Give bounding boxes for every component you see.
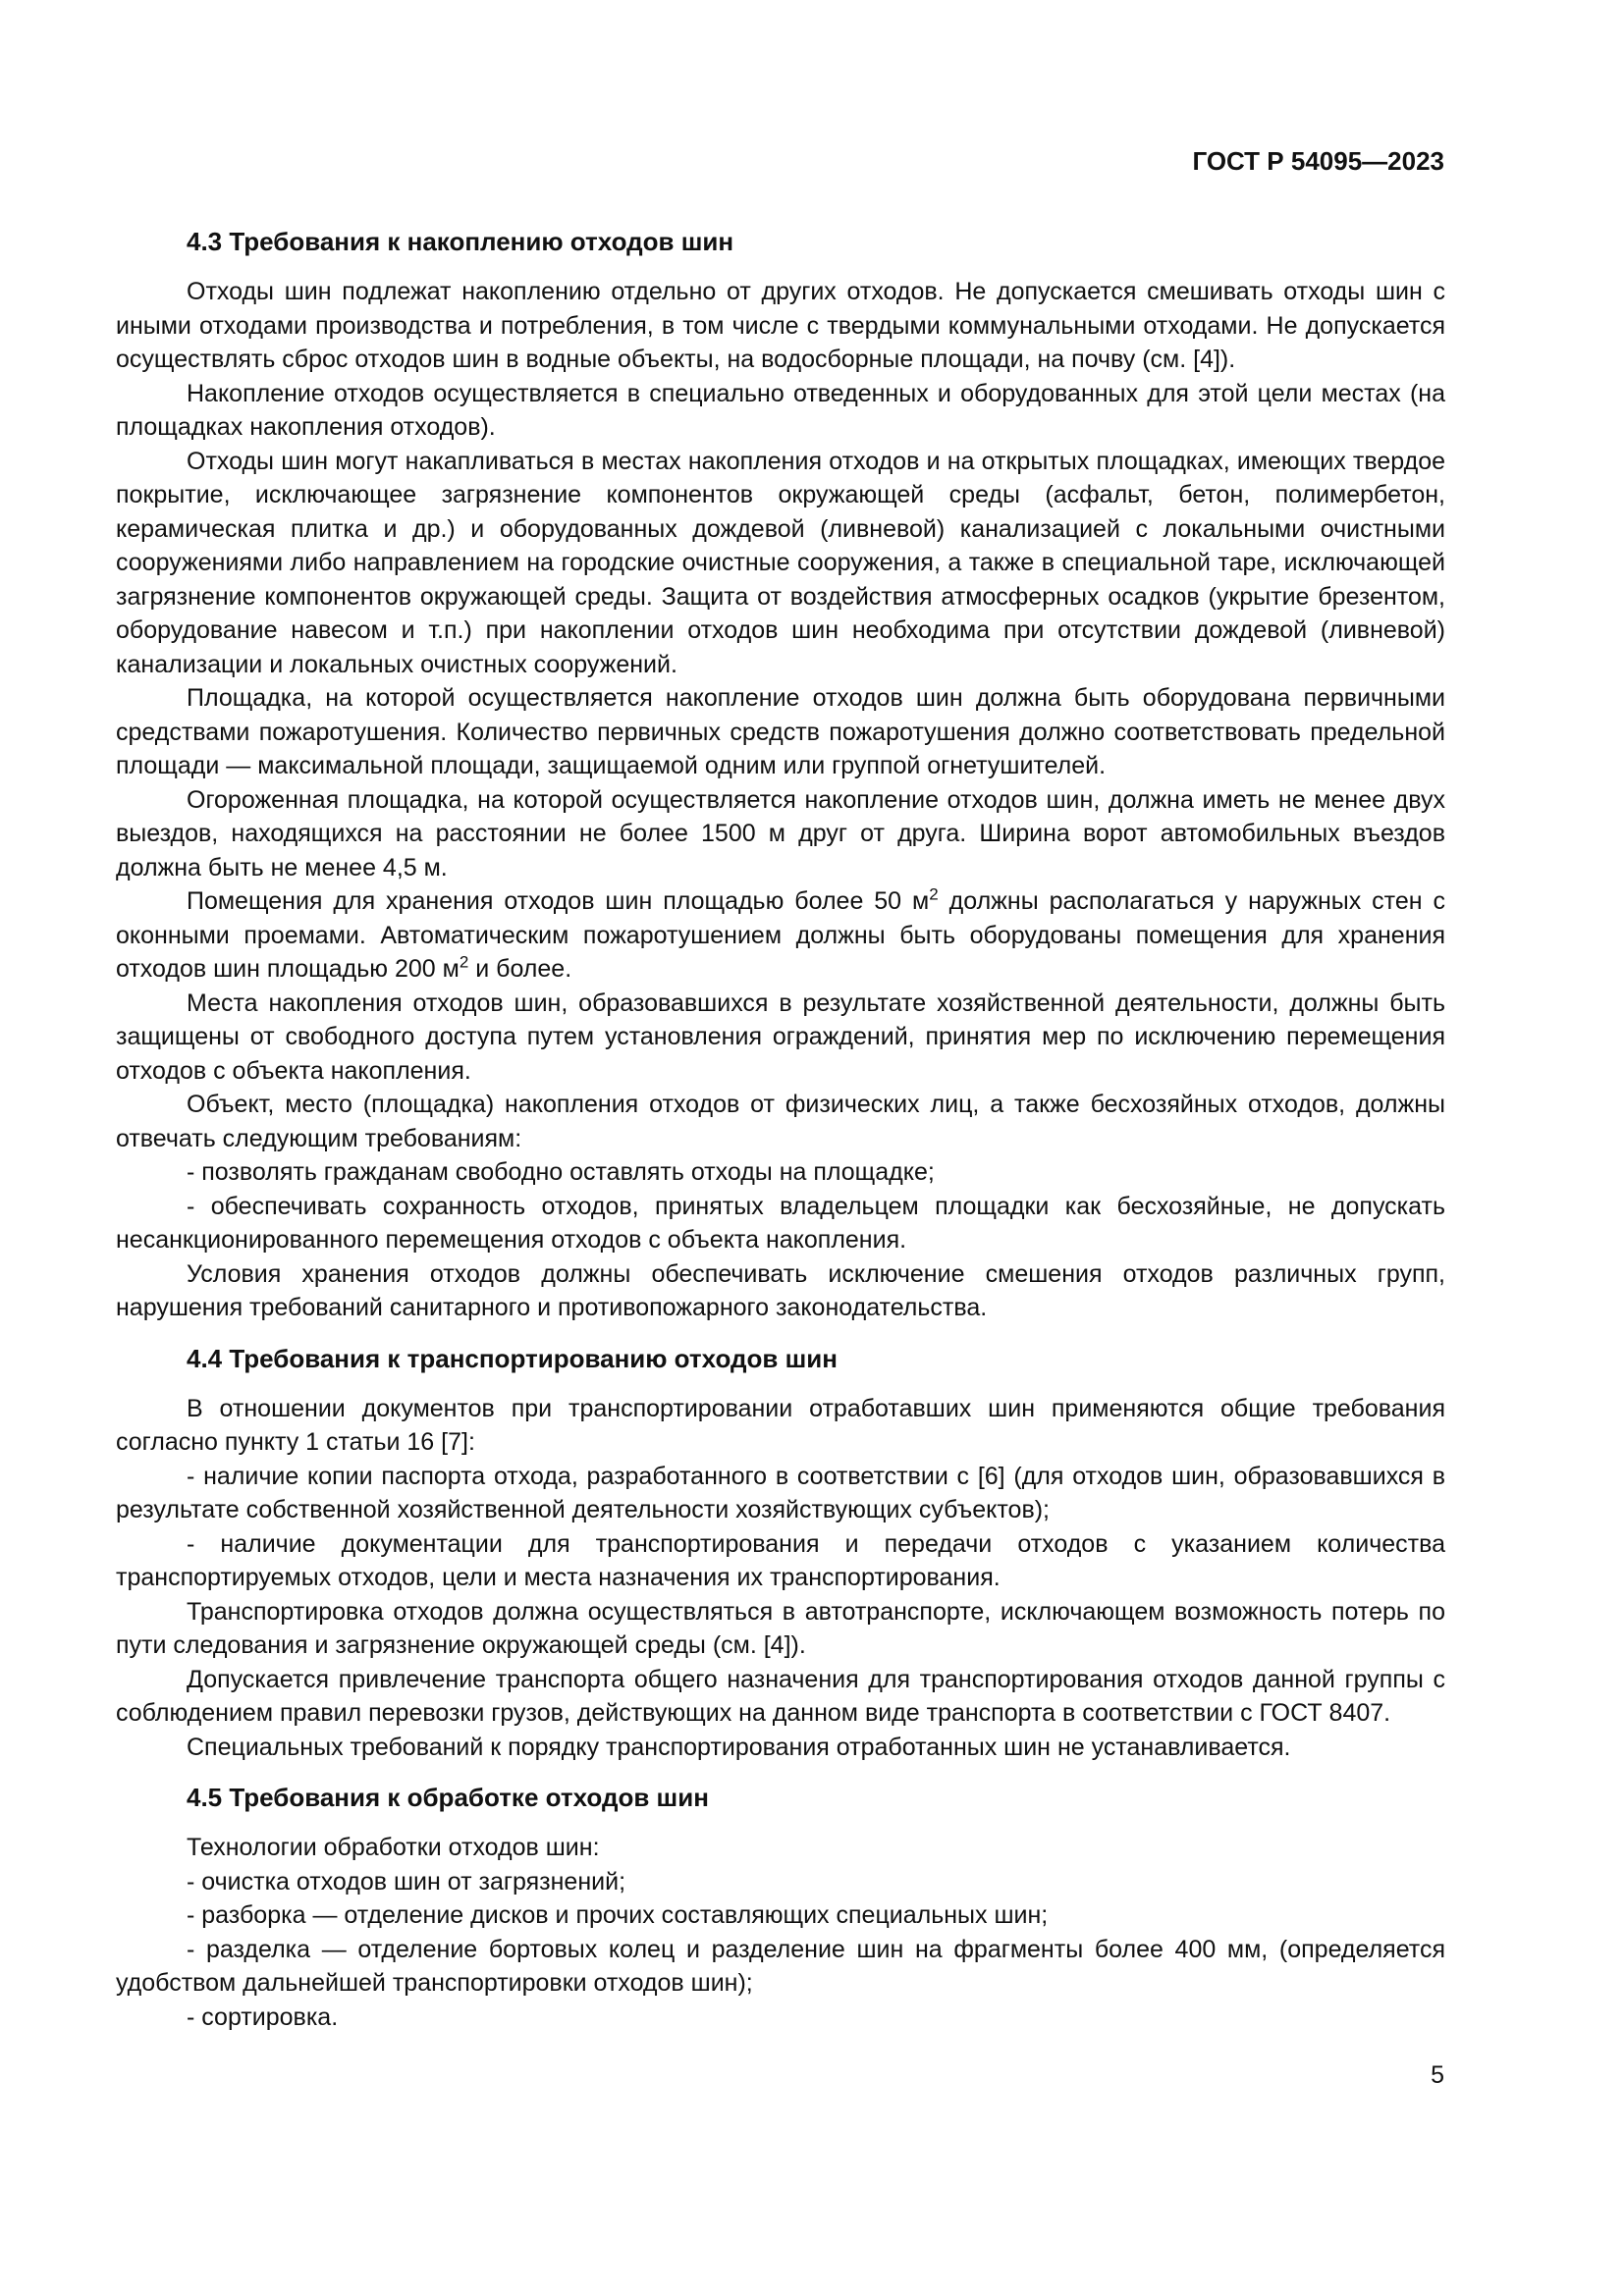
section-4-3-title: 4.3 Требования к накоплению отходов шин <box>187 227 734 256</box>
paragraph: Объект, место (площадка) накопления отходов от физических лиц, а также бесхозяйных отходов, должны отвечать следующим требованиям: <box>116 1091 1445 1152</box>
paragraph: В отношении документов при транспортировании отработавших шин применяются общие требования согласно пункту 1 статьи 16 [7]: <box>116 1394 1445 1456</box>
superscript: 2 <box>929 884 939 904</box>
list-item: - очистка отходов шин от загрязнений; <box>187 1867 626 1896</box>
paragraph: Технологии обработки отходов шин: <box>187 1834 600 1861</box>
paragraph: Места накопления отходов шин, образовавшихся в результате хозяйственной деятельности, должны быть защищены от свободного доступа путем установления ограждений, принятия мер по исключению перемещения отходов с объекта накопления. <box>116 988 1445 1085</box>
paragraph: Транспортировка отходов должна осуществляться в автотранспорте, исключающем возможность потерь по пути следования и загрязнение окружающей среды (см. [4]). <box>116 1597 1445 1659</box>
text-run: должны располагаться у наружных стен с оконными проемами. Автоматическим пожаротушением должны быть оборудованы помещения для хранения отходов шин площадью 200 м <box>116 887 1445 983</box>
list-item: - разборка — отделение дисков и прочих составляющих специальных шин; <box>187 1901 1049 1929</box>
page-number: 5 <box>1431 2061 1444 2089</box>
paragraph: Отходы шин подлежат накоплению отдельно от других отходов. Не допускается смешивать отходы шин с иными отходами производства и потребления, в том числе с твердыми коммунальными отходами. Не допускается осуществлять сброс отходов шин в водные объекты, на водосборные площади, на почву (см. [4]). <box>116 278 1445 373</box>
document-header: ГОСТ Р 54095—2023 <box>1192 146 1444 176</box>
paragraph <box>116 884 1445 987</box>
text-run: Помещения для хранения отходов шин площадью более 50 м <box>187 887 930 915</box>
list-item: - обеспечивать сохранность отходов, принятых владельцем площадки как бесхозяйные, не допускать несанкционированного перемещения отходов с объекта накопления. <box>116 1192 1445 1254</box>
list-item: - разделка — отделение бортовых колец и разделение шин на фрагменты более 400 мм, (определяется удобством дальнейшей транспортировки отходов шин); <box>116 1935 1445 1997</box>
text-run: и более. <box>468 955 572 983</box>
paragraph: Условия хранения отходов должны обеспечивать исключение смешения отходов различных групп, нарушения требований санитарного и противопожарного законодательства. <box>116 1259 1445 1321</box>
section-4-4-title: 4.4 Требования к транспортированию отходов шин <box>187 1343 838 1373</box>
superscript: 2 <box>459 952 469 972</box>
paragraph: Площадка, на которой осуществляется накопление отходов шин должна быть оборудована первичными средствами пожаротушения. Количество первичных средств пожаротушения должно соответствовать предельной площади — максимальной площади, защищаемой одним или группой огнетушителей. <box>116 684 1445 779</box>
paragraph: Допускается привлечение транспорта общего назначения для транспортирования отходов данной группы с соблюдением правил перевозки грузов, действующих на данном виде транспорта в соответствии с ГОСТ 8407. <box>116 1665 1445 1727</box>
list-item: - позволять гражданам свободно оставлять отходы на площадке; <box>187 1158 935 1186</box>
paragraph: Отходы шин могут накапливаться в местах накопления отходов и на открытых площадках, имеющих твердое покрытие, исключающее загрязнение компонентов окружающей среды (асфальт, бетон, полимербетон, керамическая плитка и др.) и оборудованных дождевой (ливневой) канализацией с локальными очистными сооружениями либо направлением на городские очистные сооружения, а также в специальной таре, исключающей загрязнение компонентов окружающей среды. Защита от воздействия атмосферных осадков (укрытие брезентом, оборудование навесом и т.п.) при накоплении отходов шин необходима при отсутствии дождевой (ливневой) канализации и локальных очистных сооружений. <box>116 447 1445 678</box>
list-item: - наличие документации для транспортирования и передачи отходов с указанием количества транспортируемых отходов, цели и места назначения их транспортирования. <box>116 1529 1445 1591</box>
paragraph: Огороженная площадка, на которой осуществляется накопление отходов шин, должна иметь не менее двух выездов, находящихся на расстоянии не более 1500 м друг от друга. Ширина ворот автомобильных въездов должна быть не менее 4,5 м. <box>116 785 1445 881</box>
paragraph: Накопление отходов осуществляется в специально отведенных и оборудованных для этой цели местах (на площадках накопления отходов). <box>116 379 1445 441</box>
page-content <box>116 224 1445 2034</box>
list-item: - наличие копии паспорта отхода, разработанного в соответствии с [6] (для отходов шин, образовавшихся в результате собственной хозяйственной деятельности хозяйствующих субъектов); <box>116 1462 1445 1523</box>
paragraph: Специальных требований к порядку транспортирования отработанных шин не устанавливается. <box>187 1733 1291 1761</box>
section-4-5-title: 4.5 Требования к обработке отходов шин <box>187 1783 709 1812</box>
list-item: - сортировка. <box>187 2002 339 2031</box>
